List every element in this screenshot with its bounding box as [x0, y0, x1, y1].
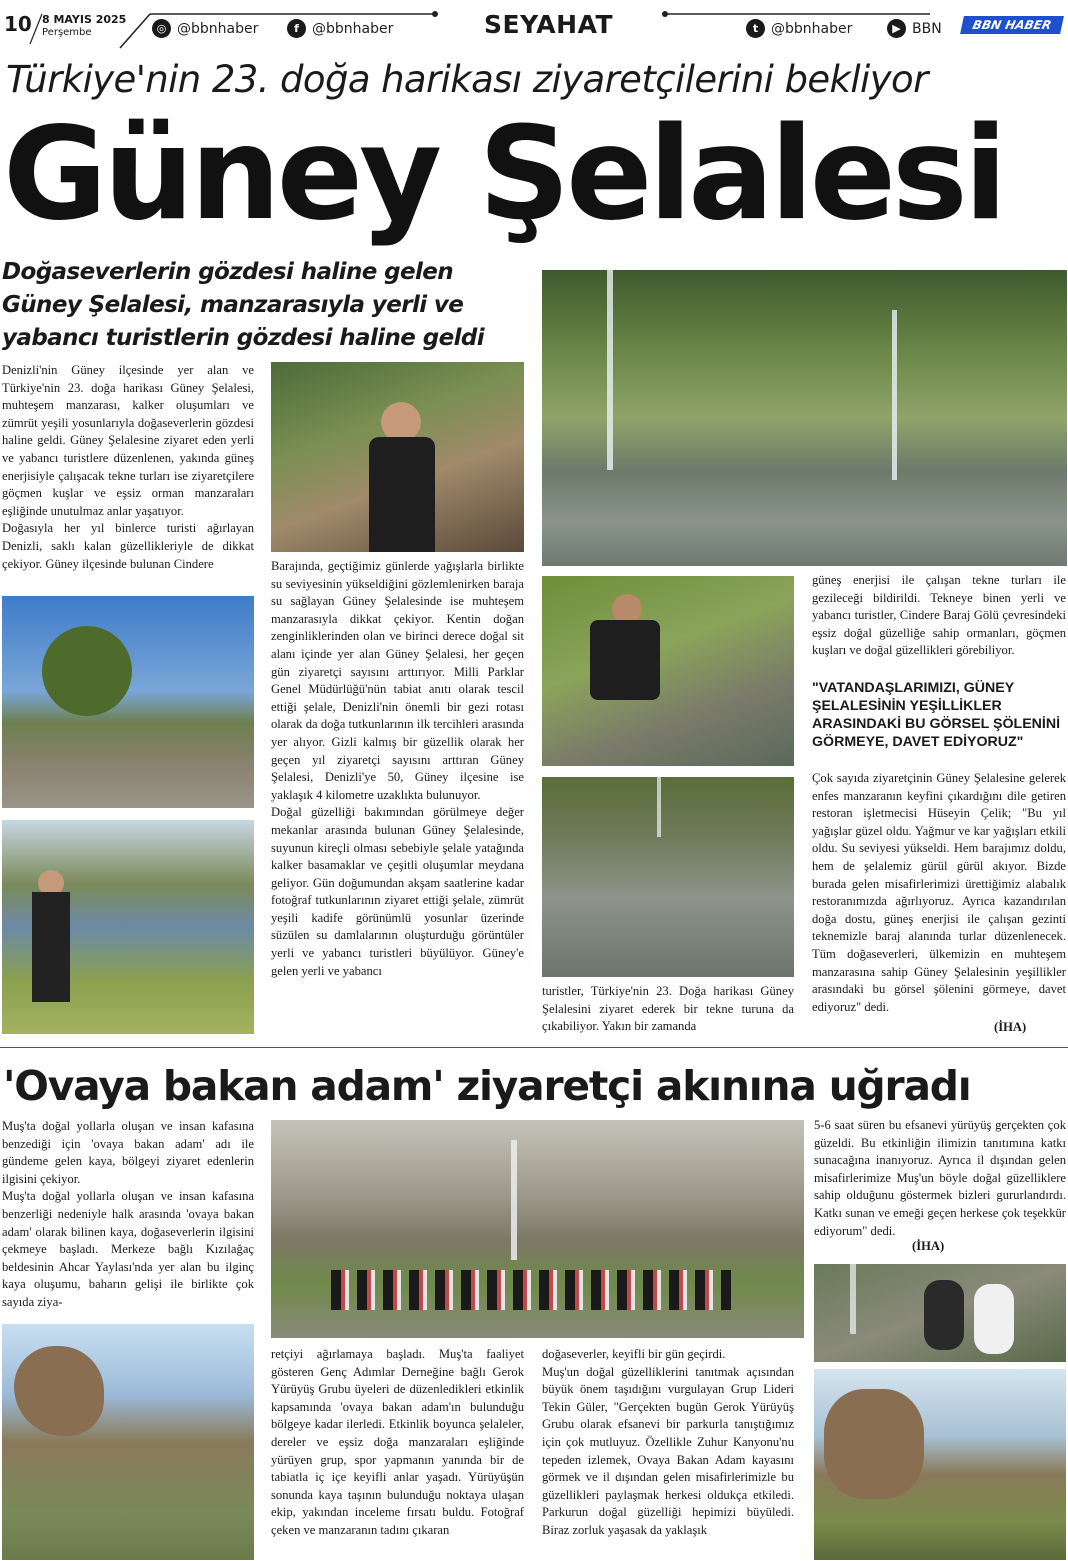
article2-column-3: doğaseverler, keyifli bir gün geçirdi. Muş'un doğal güzelliklerini tanıtmak açısından büyük önem taşıdığını vurgulayan Grup Lideri Tekin Güler, "Gerçekten bugün Gerok Yürüyüş Grubu olarak efsanevi bir parkurla tanıştığımız için çok mutluyuz. Özellikle Zuhur Kanyonu'nu tepeden izlemek, Ovaya Bakan Adam kayasını görmek ve il dışından gelen misafirlerimizle bu güzellikleri paylaşmak herkesi oldukça etkiledi. Parkurun doğal güzelliği hepimizi büyüledi. Biraz zorluk yaşasak da yaklaşık	[542, 1347, 794, 1537]
photo-two-women-sitting	[814, 1264, 1066, 1362]
photo-man-face-rock	[2, 1324, 254, 1560]
article1-agency: (İHA)	[994, 1020, 1027, 1034]
page-header	[0, 0, 1068, 52]
article-separator	[0, 1047, 1068, 1048]
facebook-icon: f	[287, 19, 306, 38]
photo-waterfall-moss	[542, 270, 1067, 566]
article1-spot: Doğaseverlerin gözdesi haline gelen Güney Şelalesi, manzarasıyla yerli ve yabancı turistlerin gözdesi haline geldi	[2, 259, 485, 351]
photo-hikers-on-slope	[814, 1369, 1066, 1560]
photo-man-with-fish-net	[542, 576, 794, 766]
article1-column-1: Denizli'nin Güney ilçesinde yer alan ve Türkiye'nin 23. doğa harikası Güney Şelalesi, muhteşem manzarası, kalker oluşumları ve zümrüt yeşili yosunlarıyla doğaseverlerin gözdesi haline geldi. Güney Şelalesine ziyaret eden yerli ve yabancı turistlere düzenlenen, yakında güneş enerjisiyle çalışacak tekne turları ise ziyaretçilere göçmen kuşlar ve eşsiz orman manzaraları eşliğinde unutulmaz anlar yaşatıyor. Doğasıyla her yıl binlerce turisti ağırlayan Denizli, saklı kalan güzellikleriyle de dikkat çekiyor. Güney ilçesinde bulunan Cindere	[2, 363, 254, 571]
article1-column-4b: Çok sayıda ziyaretçinin Güney Şelalesine gelerek enfes manzaranın keyfini çıkardığını dile getiren restoran işletmecisi Hüseyin Çelik; "Bu yıl yağışlar güzel oldu. Yağmur ve kar yağışları etkili oldu. Su seviyesi yükseldi. Hem barajımız doldu, hem de şelalemiz gürül gürül akıyor. Bizde burada gelen misafirlerimizi ürettiğimiz alabalık restoranımızda ağırlıyoruz. Ayrıca kazandırılan doğa dostu, güneş enerjisi ile çalışan gezinti teknemizle baraj alanında turlar düzenlenecek. Tüm doğaseverleri, ülkemizin en muhteşem manzarasına sahip Güney Şelalesinin yeşillikler arasındaki bu görsel şölenini görmeye, davet ediyoruz" dedi.	[812, 771, 1066, 1014]
article2-column-1: Muş'ta doğal yollarla oluşan ve insan kafasına benzediği için 'ovaya bakan adam' adı ile gündeme gelen kaya, bölgeyi ziyaret edenlerin ilgisini çekiyor. Muş'ta doğal yollarla oluşan ve insan kafasına benzerliği nedeniyle halk arasında 'ovaya bakan adam' olarak bilinen kaya, doğaseverlerin ilgisini çekmeye başladı. Merkeze bağlı Kızılağaç beldesinin Ahcar Yaylası'nda yer alan bu ilginç kaya oluşumu, baharın gelişi ile birlikte çok sayıda ziya-	[2, 1119, 254, 1309]
photo-road-and-tree	[2, 596, 254, 808]
twitter-handle[interactable]: t @bbnhaber	[746, 19, 852, 38]
photo-man-at-restaurant	[271, 362, 524, 552]
issue-date: 8 MAYIS 2025	[42, 13, 127, 26]
photo-hiking-group	[271, 1120, 804, 1338]
article2-title: 'Ovaya bakan adam' ziyaretçi akınına uğradı	[3, 1062, 971, 1110]
article1-column-2: Barajında, geçtiğimiz günlerde yağışlarla birlikte su seviyesinin yükseldiğini gözlemlenirken baraja su sağlayan Güney Şelalesinde ise muhteşem manzarasıyla dikkat çekiyor. Kentin doğan zenginliklerinden olan ve birinci derece doğal sit alanı içinde yer alan Güney Şelalesi, her geçen gün ziyaretçi sayısını arttırıyor. Milli Parklar Genel Müdürlüğü'nün tabiat anıtı olarak tescil ettiği şelale, Denizli'nin önemli bir gezi rotası olarak da doğa tutkunlarının ilk tercihleri arasında yer alıyor. Gizli kalmış bir güzellik olarak her geçen yıl ziyaretçi sayısını arttıran Güney Şelalesi, Denizli'ye 50, Güney ilçesine ise yaklaşık 4 kilometre uzaklıkta bulunuyor. Doğal güzelliği bakımından görülmeye değer mekanlar arasında bulunan Güney Şelalesinde, suyunun kireçli olması sebebiyle şelale yatağında kalker basamaklar ve çeşitli oluşumlar meydana geliyor. Gün doğumundan akşam saatlerine kadar fotoğraf tutkunlarının ziyaret ettiği şelale, zümrüt yeşili kadife görünümlü yosunlar üzerinde süzülen su damlalarının oluşturduğu görüntüler yerli ve yabancı turistleri büyülüyor. Güney'e gelen yerli ve yabancı	[271, 559, 524, 978]
instagram-handle[interactable]: ◎ @bbnhaber	[152, 19, 258, 38]
article1-kicker: Türkiye'nin 23. doğa harikası ziyaretçilerini bekliyor	[6, 58, 928, 101]
youtube-handle[interactable]: ▶ BBN	[887, 19, 942, 38]
article2-column-2: retçiyi ağırlamaya başladı. Muş'ta faaliyet gösteren Genç Adımlar Derneğine bağlı Gerok Yürüyüş Grubu üyeleri de düzenledikleri etkinlik kapsamında 'ovaya bakan adam'ın bulunduğu bölgeye kadar ilerledi. Etkinlik boyunca şelaleler, dereler ve eşsiz doğa manzaraları eşliğinde yürüyen grup, spor yapmanın yanında bir de tabiatla iç içe keyifli anlar yaşadı. Yürüyüşün sonunda kaya taşının bulunduğu noktaya ulaşan ekip, yakından inceleme fırsatı buldu. Fotoğraf çeken ve manzaranın tadını çıkaran	[271, 1347, 524, 1537]
article1-column-3: turistler, Türkiye'nin 23. Doğa harikası Güney Şelalesini ziyaret ederek bir tekne turuna da çıkabiliyor. Yakın bir zamanda	[542, 984, 794, 1034]
brand-logo: BBN HABER	[960, 16, 1064, 34]
article2-column-4: 5-6 saat süren bu efsanevi yürüyüş gerçekten çok güzeldi. Bu etkinliğin ilimizin tanıtımına katkı sunacağına inanıyoruz. Ayrıca il dışından gelen misafirlerimize Muş'un böyle doğal güzelliklere sahip olduğunu göstermek bizleri gururlandırdı. Katkı sunan ve emeği geçen herkese çok teşekkür ediyorum" dedi.	[814, 1118, 1066, 1238]
page-number: 10	[4, 12, 32, 36]
issue-weekday: Perşembe	[42, 27, 92, 38]
article1-column-4a: güneş enerjisi ile çalışan tekne turları ile gezileceği bildirildi. Tekneye binen yerli ve yabancı turistler, Cindere Baraj Gölü çevresindeki eşsiz doğal güzelliğe sahip ormanları, göçmen kuşları ve doğal güzellikleri görebiliyor.	[812, 573, 1066, 658]
article1-title: Güney Şelalesi	[3, 100, 1004, 249]
instagram-icon: ◎	[152, 19, 171, 38]
article2-agency: (İHA)	[912, 1239, 945, 1253]
photo-fish-in-pool	[542, 777, 794, 977]
facebook-handle[interactable]: f @bbnhaber	[287, 19, 393, 38]
article1-quote: "VATANDAŞLARIMIZI, GÜNEY ŞELALESİNİN YEŞİLLİKLER ARASINDAKİ BU GÖRSEL ŞÖLENİNİ GÖRMEYE, DAVET EDİYORUZ"	[812, 680, 1061, 750]
twitter-icon: t	[746, 19, 765, 38]
photo-man-by-dam	[2, 820, 254, 1034]
section-title: SEYAHAT	[484, 10, 614, 39]
youtube-icon: ▶	[887, 19, 906, 38]
